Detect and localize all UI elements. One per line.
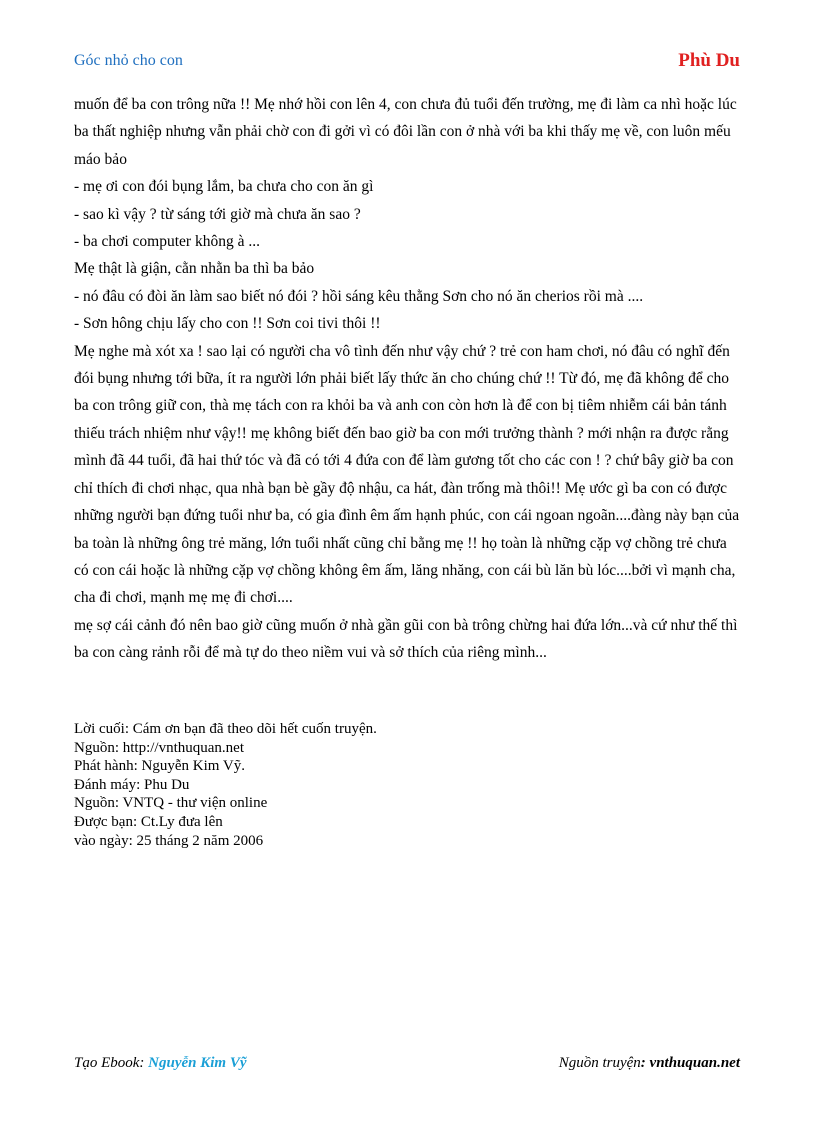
footer-ebook-label: Tạo Ebook xyxy=(74,1055,140,1071)
body-paragraph: - sao kì vậy ? từ sáng tới giờ mà chưa ăn sao ? xyxy=(74,205,361,223)
footer-source-site: vnthuquan.net xyxy=(649,1055,740,1071)
end-note-line: Đánh máy: Phu Du xyxy=(74,776,190,793)
body-paragraph: - ba chơi computer không à ... xyxy=(74,233,260,251)
body-paragraph: - Sơn hông chịu lấy cho con !! Sơn coi tivi thôi !! xyxy=(74,315,381,333)
body-paragraph: Mẹ thật là giận, cằn nhằn ba thì ba bảo xyxy=(74,260,315,278)
end-note-line: Được bạn: Ct.Ly đưa lên xyxy=(74,813,223,830)
story-body xyxy=(74,91,742,667)
body-paragraph: muốn để ba con trông nữa !! Mẹ nhớ hồi con lên 4, con chưa đủ tuổi đến trường, mẹ đi làm ca nhì hoặc lúc ba thất nghiệp nhưng vẫn phải chờ con đi gởi vì có đôi lần con ở nhà với ba khi thấy mẹ về, con luôn mếu máo bảo xyxy=(74,96,737,168)
body-paragraph: Mẹ nghe mà xót xa ! sao lại có người cha vô tình đến như vậy chứ ? trẻ con ham chơi, nó đâu có nghĩ đến đói bụng nhưng tới bữa, ít ra người lớn phải biết lấy thức ăn cho chúng chứ !! Từ đó, mẹ đã không để cho ba con trông giữ con, thà mẹ tách con ra khỏi ba và anh con còn hơn là để con bị tiêm nhiễm cái bản tánh thiếu trách nhiệm như vậy!! mẹ không biết đến bao giờ ba con mới trưởng thành ? mới nhận ra được rằng mình đã 44 tuổi, đã hai thứ tóc và đã có tới 4 đứa con để làm gương tốt cho các con ! ? chứ bây giờ ba con chỉ thích đi chơi nhạc, qua nhà bạn bè gầy độ nhậu, ca hát, đàn trống mà thôi!! Mẹ ước gì ba con có được những người bạn đứng tuổi như ba, có gia đình êm ấm hạnh phúc, con cái ngoan ngoãn....đàng này bạn của ba toàn là những ông trẻ măng, lớn tuổi nhất cũng chỉ bằng mẹ !! họ toàn là những cặp vợ chồng trẻ chưa có con cái hoặc là những cặp vợ chồng không êm ấm, lăng nhăng, con cái bù lăn bù lóc....bởi vì mạnh cha, cha đi chơi, mạnh mẹ mẹ đi chơi.... xyxy=(74,342,740,607)
body-paragraph: - mẹ ơi con đói bụng lắm, ba chưa cho con ăn gì xyxy=(74,178,374,196)
footer-ebook-name: Nguyễn Kim Vỹ xyxy=(148,1055,247,1071)
footer-source-label: Nguồn truyện xyxy=(558,1055,641,1071)
footer-ebook-sep: : xyxy=(139,1055,149,1071)
header-story-title: Góc nhỏ cho con xyxy=(74,52,183,69)
footer-source-sep: : xyxy=(640,1055,650,1071)
end-note-line: vào ngày: 25 tháng 2 năm 2006 xyxy=(74,832,264,849)
footer-source-credit xyxy=(559,1055,740,1072)
end-note-line: Phát hành: Nguyễn Kim Vỹ. xyxy=(74,758,245,775)
end-note-line: Nguồn: http://vnthuquan.net xyxy=(74,739,244,756)
end-notes xyxy=(74,720,574,850)
footer-ebook-credit xyxy=(74,1055,247,1072)
header-author: Phù Du xyxy=(678,50,740,71)
body-paragraph: mẹ sợ cái cảnh đó nên bao giờ cũng muốn ở nhà gần gũi con bà trông chừng hai đứa lớn...và cứ như thế thì ba con càng rảnh rỗi để mà tự do theo niềm vui và sở thích của riêng mình... xyxy=(74,616,738,662)
body-paragraph: - nó đâu có đòi ăn làm sao biết nó đói ? hồi sáng kêu thằng Sơn cho nó ăn cherios rồi mà .... xyxy=(74,287,644,305)
end-note-line: Lời cuối: Cám ơn bạn đã theo dõi hết cuốn truyện. xyxy=(74,721,377,737)
end-note-line: Nguồn: VNTQ - thư viện online xyxy=(74,795,268,812)
